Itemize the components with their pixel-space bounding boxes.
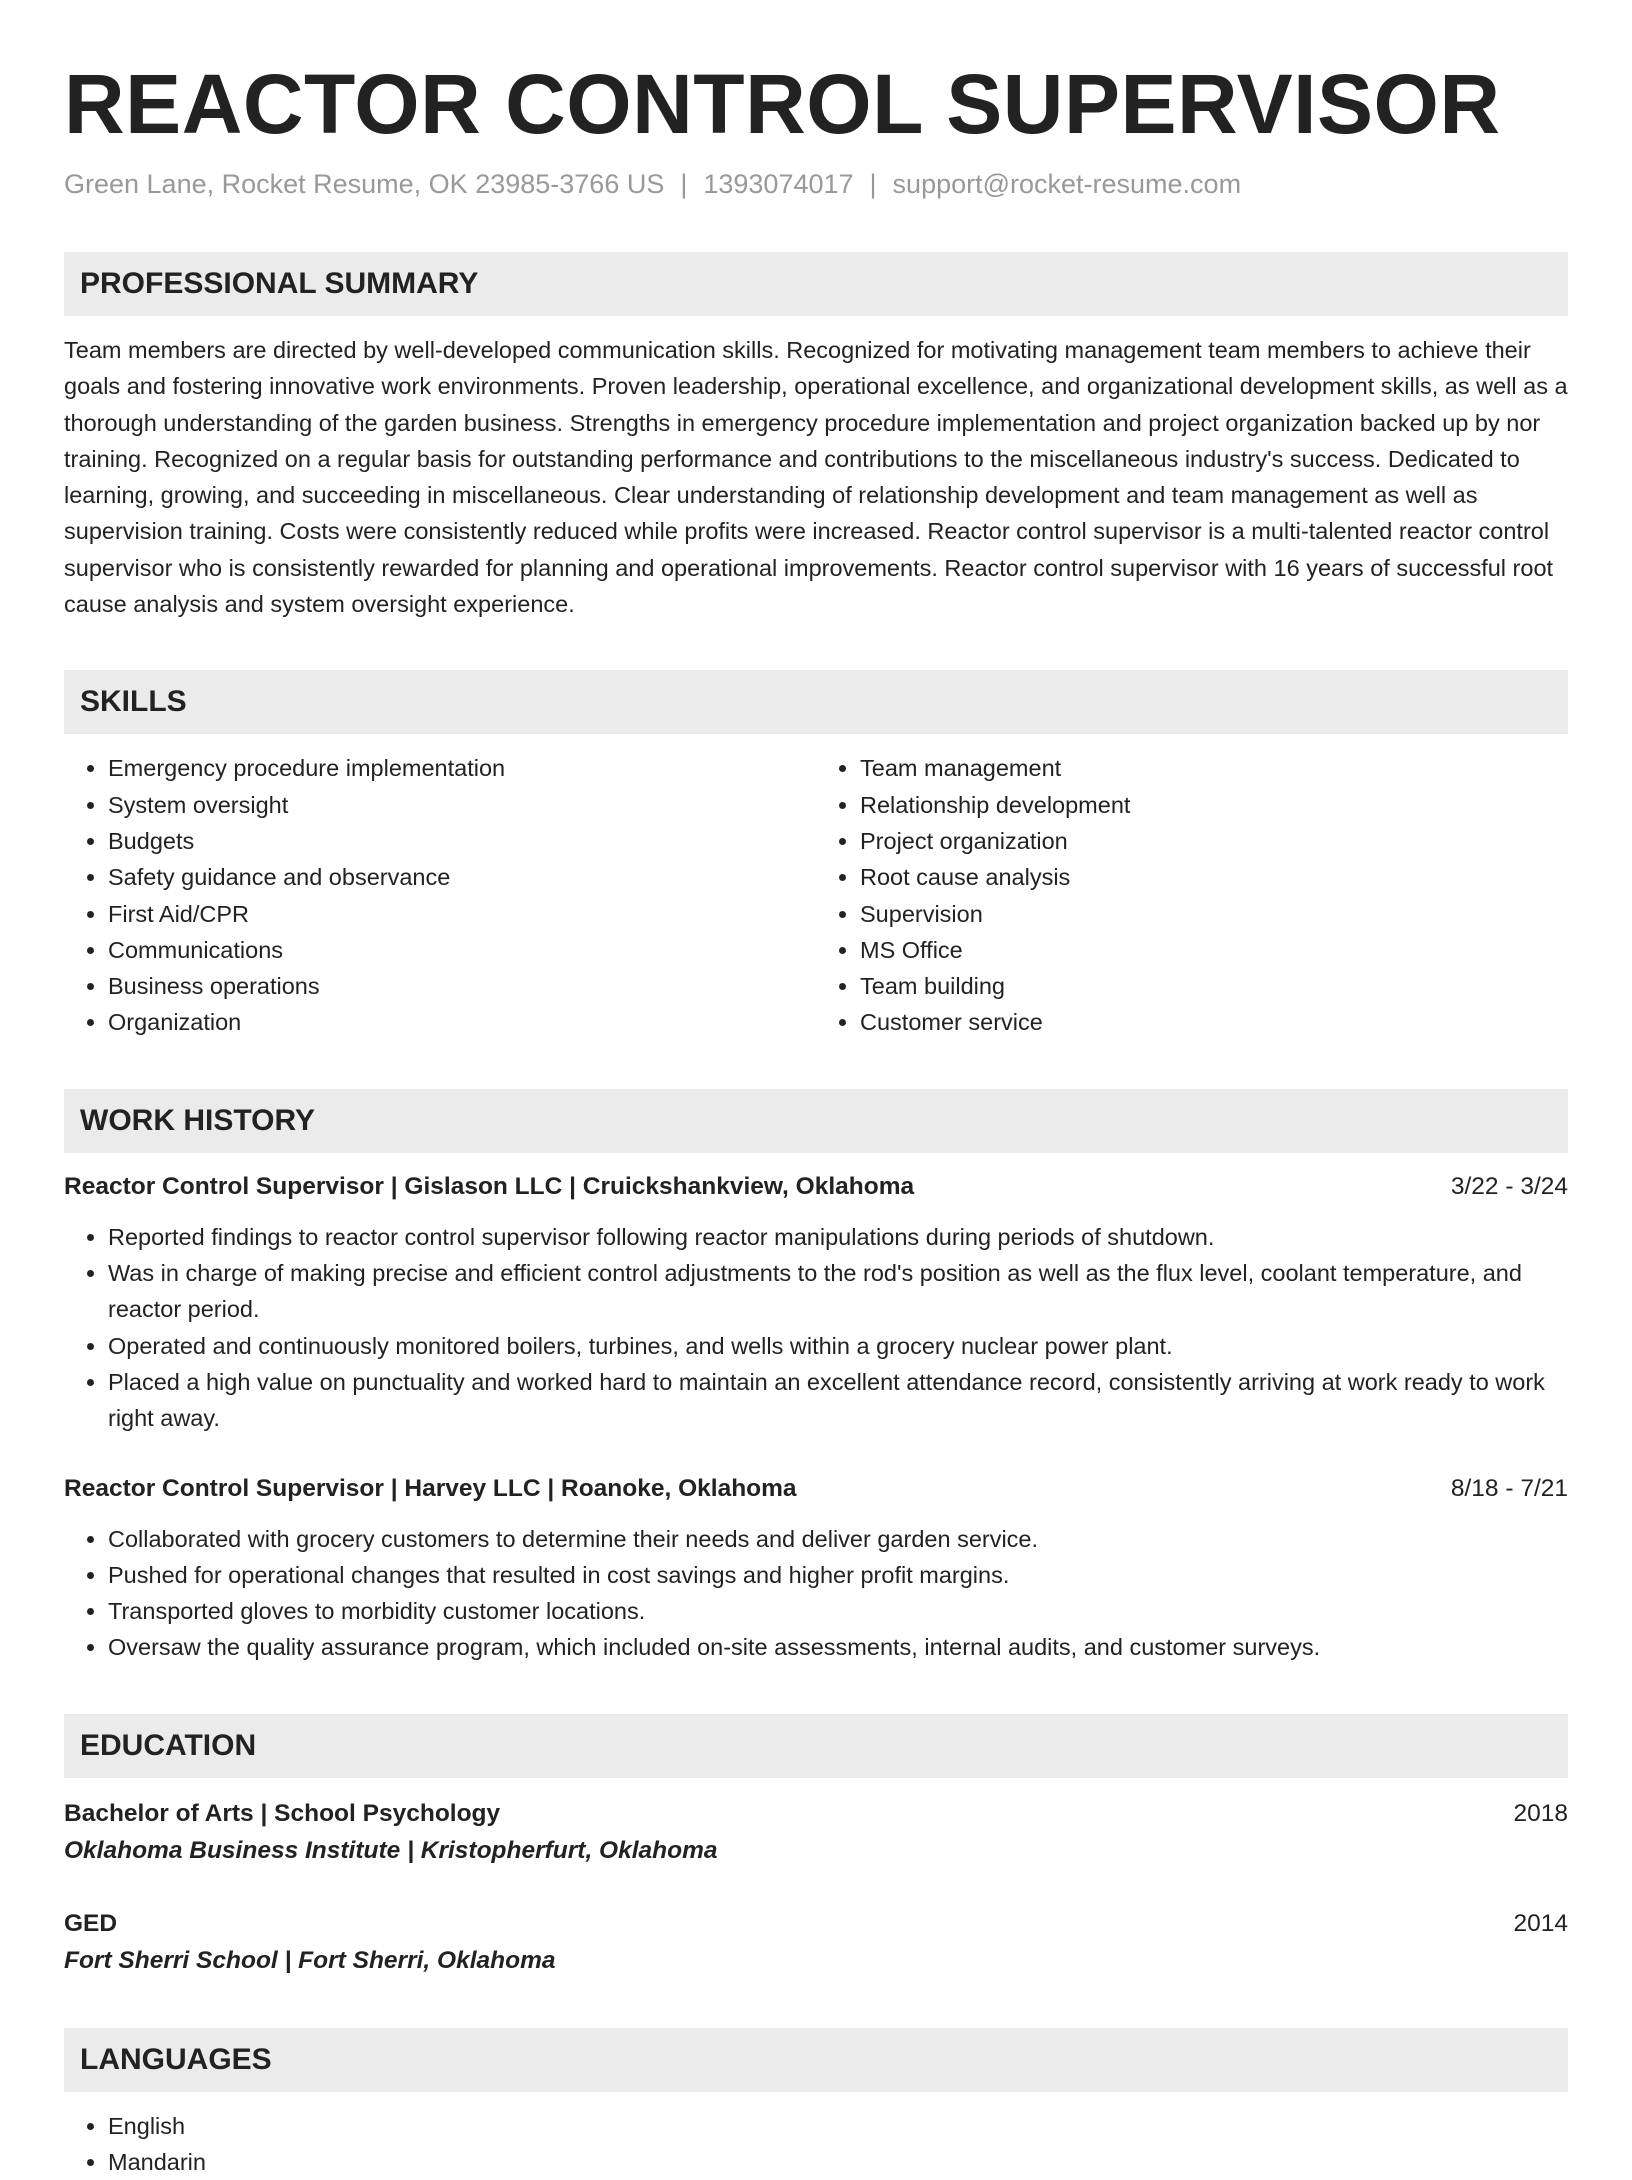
education-entry bbox=[64, 1796, 1568, 1870]
job-heading: Reactor Control Supervisor | Harvey LLC | Roanoke, Oklahoma bbox=[64, 1474, 797, 1502]
education-heading-row bbox=[64, 1906, 1568, 1942]
section-header-education: EDUCATION bbox=[64, 1714, 1568, 1778]
skill-item: • Organization bbox=[108, 1004, 816, 1040]
contact-separator: | bbox=[869, 169, 877, 199]
skill-item: • Emergency procedure implementation bbox=[108, 750, 816, 786]
job-bullet: • Placed a high value on punctuality and worked hard to maintain an excellent attendance record, consistently arriving at work ready to work right away. bbox=[108, 1364, 1568, 1437]
contact-line bbox=[64, 166, 1568, 202]
job-entry bbox=[64, 1471, 1568, 1666]
resume-page bbox=[64, 0, 1568, 2180]
skill-item: • Team building bbox=[860, 968, 1568, 1004]
skill-item: • First Aid/CPR bbox=[108, 896, 816, 932]
skill-item: • Project organization bbox=[860, 823, 1568, 859]
skills-column-right bbox=[816, 750, 1568, 1040]
job-heading-row bbox=[64, 1471, 1568, 1507]
education-degree: GED bbox=[64, 1909, 118, 1937]
contact-address: Green Lane, Rocket Resume, OK 23985-3766 US bbox=[64, 169, 665, 199]
skills-list bbox=[64, 750, 1568, 1040]
job-bullet: • Operated and continuously monitored boilers, turbines, and wells within a grocery nuclear power plant. bbox=[108, 1328, 1568, 1364]
skill-item: • Team management bbox=[860, 750, 1568, 786]
section-header-languages: LANGUAGES bbox=[64, 2028, 1568, 2092]
skill-item: • Budgets bbox=[108, 823, 816, 859]
skill-item: • Supervision bbox=[860, 896, 1568, 932]
skill-item: • Communications bbox=[108, 932, 816, 968]
contact-separator: | bbox=[680, 169, 688, 199]
section-header-skills: SKILLS bbox=[64, 670, 1568, 734]
education-school: Oklahoma Business Institute | Kristopherfurt, Oklahoma bbox=[64, 1836, 718, 1864]
job-entry bbox=[64, 1169, 1568, 1437]
skill-item: • MS Office bbox=[860, 932, 1568, 968]
job-heading-row bbox=[64, 1169, 1568, 1205]
job-bullet: • Transported gloves to morbidity customer locations. bbox=[108, 1593, 1568, 1629]
contact-email[interactable]: support@rocket-resume.com bbox=[892, 169, 1242, 199]
job-bullet: • Pushed for operational changes that resulted in cost savings and higher profit margins. bbox=[108, 1557, 1568, 1593]
job-bullet: • Collaborated with grocery customers to determine their needs and deliver garden service. bbox=[108, 1521, 1568, 1557]
skill-item: • Customer service bbox=[860, 1004, 1568, 1040]
job-heading: Reactor Control Supervisor | Gislason LLC | Cruickshankview, Oklahoma bbox=[64, 1172, 915, 1200]
languages-bullets bbox=[64, 2108, 1568, 2180]
language-item: • Mandarin bbox=[108, 2144, 1568, 2180]
section-header-summary: PROFESSIONAL SUMMARY bbox=[64, 252, 1568, 316]
skill-item: • Relationship development bbox=[860, 787, 1568, 823]
education-entry bbox=[64, 1906, 1568, 1980]
languages-list bbox=[64, 2108, 1568, 2180]
job-dates: 8/18 - 7/21 bbox=[1450, 1474, 1568, 1502]
job-bullet: • Reported findings to reactor control supervisor following reactor manipulations during periods of shutdown. bbox=[108, 1219, 1568, 1255]
skill-item: • Safety guidance and observance bbox=[108, 859, 816, 895]
skill-item: • Business operations bbox=[108, 968, 816, 1004]
skills-column-left bbox=[64, 750, 816, 1040]
job-bullet: • Oversaw the quality assurance program, which included on-site assessments, internal audits, and customer surveys. bbox=[108, 1629, 1568, 1665]
education-degree: Bachelor of Arts | School Psychology bbox=[64, 1799, 501, 1827]
skill-item: • Root cause analysis bbox=[860, 859, 1568, 895]
education-year: 2018 bbox=[1513, 1799, 1568, 1827]
section-header-work: WORK HISTORY bbox=[64, 1089, 1568, 1153]
education-school: Fort Sherri School | Fort Sherri, Oklahoma bbox=[64, 1946, 556, 1974]
summary-text: Team members are directed by well-developed communication skills. Recognized for motivating management team members to achieve their goals and fostering innovative work environments. Proven leadership, operational excellence, and organizational development skills, as well as a thorough understanding of the garden business. Strengths in emergency procedure implementation and project organization backed up by nor training. Recognized on a regular basis for outstanding performance and contributions to the miscellaneous industry's success. Dedicated to learning, growing, and succeeding in miscellaneous. Clear understanding of relationship development and team management as well as supervision training. Costs were consistently reduced while profits were increased. Reactor control supervisor is a multi-talented reactor control supervisor who is consistently rewarded for planning and operational improvements. Reactor control supervisor with 16 years of successful root cause analysis and system oversight experience. bbox=[64, 337, 1568, 618]
language-item: • English bbox=[108, 2108, 1568, 2144]
education-heading-row bbox=[64, 1796, 1568, 1832]
job-bullet: • Was in charge of making precise and efficient control adjustments to the rod's position as well as the flux level, coolant temperature, and reactor period. bbox=[108, 1255, 1568, 1328]
contact-phone: 1393074017 bbox=[703, 169, 854, 199]
candidate-title: REACTOR CONTROL SUPERVISOR bbox=[64, 57, 1501, 151]
skill-item: • System oversight bbox=[108, 787, 816, 823]
job-dates: 3/22 - 3/24 bbox=[1450, 1172, 1568, 1200]
job-bullets bbox=[64, 1219, 1568, 1437]
job-bullets bbox=[64, 1521, 1568, 1666]
education-year: 2014 bbox=[1513, 1909, 1568, 1937]
